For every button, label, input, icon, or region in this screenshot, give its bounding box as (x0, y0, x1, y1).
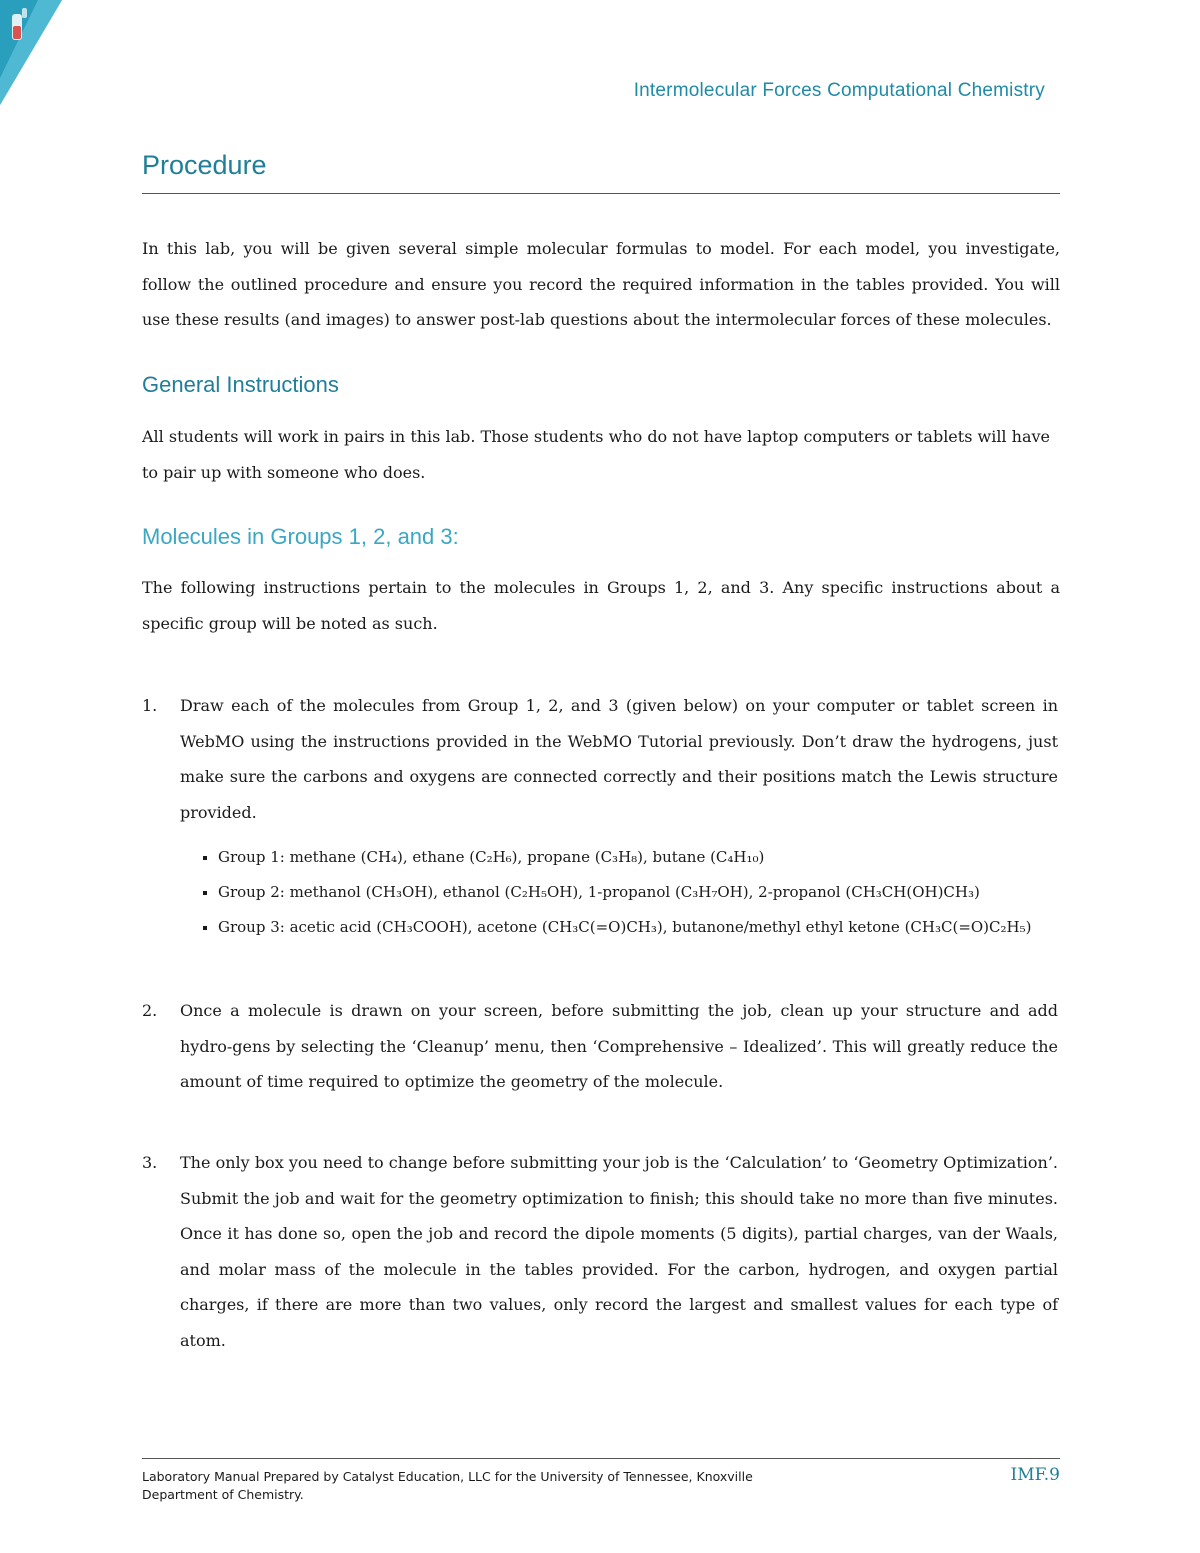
footer-credit (142, 1468, 753, 1504)
step-text: Once a molecule is drawn on your screen, before submitting the job, clean up your structure and add hydro-gens by selecting the ‘Cleanup’ menu, then ‘Comprehensive – Idealized’. This will greatly reduce the amount of time required to optimize the geometry of the molecule. (180, 1001, 1058, 1091)
list-item-group-3: Group 3: acetic acid (CH₃COOH), acetone (CH₃C(=O)CH₃), butanone/methyl ethyl ketone (CH₃C(=O)C₂H₅) (200, 910, 1180, 945)
general-instructions-text: All students will work in pairs in this lab. Those students who do not have laptop computers or tablets will have to pair up with someone who does. (142, 427, 1050, 482)
intro-paragraph: In this lab, you will be given several simple molecular formulas to model. For each model, you investigate, follow the outlined procedure and ensure you record the required information in the tables provided. You will use these results (and images) to answer post-lab questions about the intermolecular forces of these molecules. (142, 239, 1060, 329)
molecules-groups-text: The following instructions pertain to the molecules in Groups 1, 2, and 3. Any specific instructions about a specific group will be noted as such. (142, 578, 1060, 633)
footer-divider (142, 1458, 1060, 1459)
page-number: IMF.9 (1010, 1465, 1060, 1485)
step-number: 3. (142, 1153, 158, 1172)
step-text: Draw each of the molecules from Group 1, 2, and 3 (given below) on your computer or tablet screen in WebMO using the instructions provided in the WebMO Tutorial previously. Don’t draw the hydrogens, just make sure the carbons and oxygens are connected correctly and their positions match the Lewis structure provided. (180, 696, 1058, 822)
step-number: 1. (142, 696, 158, 715)
running-header-title: Intermolecular Forces Computational Chemistry (633, 80, 1045, 101)
molecules-groups-heading: Molecules in Groups 1, 2, and 3: (142, 524, 459, 549)
footer-line-1: Laboratory Manual Prepared by Catalyst Education, LLC for the University of Tennessee, Knoxville (142, 1469, 753, 1484)
step-number: 2. (142, 1001, 158, 1020)
molecule-group-list (200, 840, 1180, 945)
step-text: The only box you need to change before submitting your job is the ‘Calculation’ to ‘Geometry Optimization’. Submit the job and wait for the geometry optimization to finish; this should take no more than five minutes. Once it has done so, open the job and record the dipole moments (5 digits), partial charges, van der Waals, and molar mass of the molecule in the tables provided. For the carbon, hydrogen, and oxygen partial charges, if there are more than two values, only record the largest and smallest values for each type of atom. (180, 1153, 1058, 1350)
page-title: Procedure (142, 150, 267, 180)
list-item-group-2: Group 2: methanol (CH₃OH), ethanol (C₂H₅OH), 1-propanol (C₃H₇OH), 2-propanol (CH₃CH(OH)CH₃) (200, 875, 1180, 910)
list-item-group-1: Group 1: methane (CH₄), ethane (C₂H₆), propane (C₃H₈), butane (C₄H₁₀) (200, 840, 1180, 875)
general-instructions-heading: General Instructions (142, 372, 339, 397)
corner-logo-banner (0, 0, 70, 110)
footer-line-2: Department of Chemistry. (142, 1487, 304, 1502)
title-divider (142, 193, 1060, 194)
